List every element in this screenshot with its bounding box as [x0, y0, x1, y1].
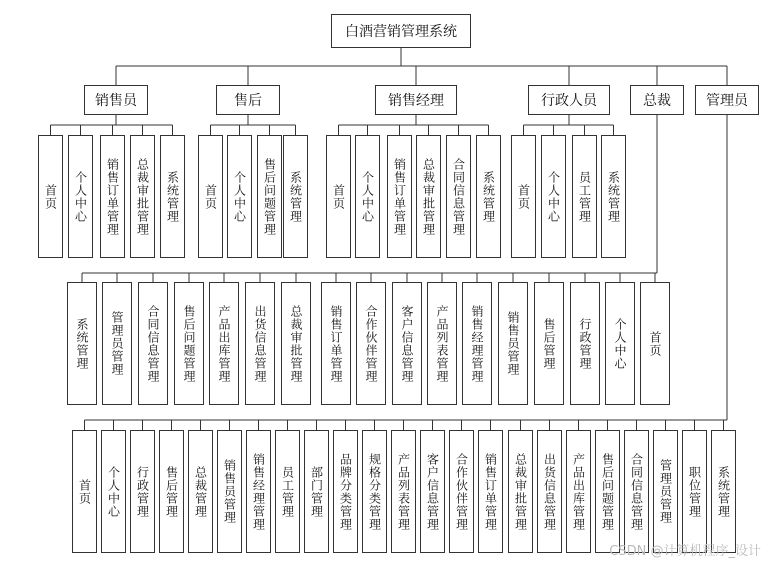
child-administrator-22: 系统管理: [711, 430, 736, 553]
child-administrator-13: 合作伙伴管理: [449, 430, 474, 553]
child-after-1: 个人中心: [227, 135, 252, 258]
group-after: 售后: [216, 85, 280, 115]
group-sales: 销售员: [84, 85, 148, 115]
child-ceo-16: 首页: [640, 282, 670, 405]
child-sales-4: 系统管理: [160, 135, 185, 258]
child-manager-2: 销售订单管理: [387, 135, 412, 258]
child-administrator-6: 销售经理管理: [246, 430, 271, 553]
child-administrator-1: 个人中心: [101, 430, 126, 553]
child-administrator-18: 售后问题管理: [595, 430, 620, 553]
group-ceo: 总裁: [630, 85, 684, 115]
child-manager-5: 系统管理: [476, 135, 501, 258]
child-administrator-2: 行政管理: [130, 430, 155, 553]
child-admin_staff-2: 员工管理: [572, 135, 597, 258]
child-administrator-17: 产品出库管理: [566, 430, 591, 553]
child-sales-1: 个人中心: [68, 135, 93, 258]
child-administrator-9: 品牌分类管理: [333, 430, 358, 553]
child-admin_staff-1: 个人中心: [541, 135, 566, 258]
child-administrator-16: 出货信息管理: [537, 430, 562, 553]
child-after-2: 售后问题管理: [257, 135, 282, 258]
child-ceo-2: 合同信息管理: [138, 282, 168, 405]
child-ceo-8: 合作伙伴管理: [356, 282, 386, 405]
child-ceo-15: 个人中心: [605, 282, 635, 405]
group-administrator: 管理员: [695, 85, 759, 115]
child-ceo-11: 销售经理管理: [462, 282, 492, 405]
child-ceo-6: 总裁审批管理: [281, 282, 311, 405]
child-ceo-14: 行政管理: [570, 282, 600, 405]
child-administrator-3: 售后管理: [159, 430, 184, 553]
root-box: 白酒营销管理系统: [331, 14, 471, 48]
child-administrator-14: 销售订单管理: [478, 430, 503, 553]
group-admin_staff: 行政人员: [528, 85, 610, 115]
child-after-0: 首页: [198, 135, 223, 258]
child-ceo-5: 出货信息管理: [245, 282, 275, 405]
child-ceo-4: 产品出库管理: [209, 282, 239, 405]
child-administrator-4: 总裁管理: [188, 430, 213, 553]
child-ceo-12: 销售员管理: [498, 282, 528, 405]
child-administrator-15: 总裁审批管理: [508, 430, 533, 553]
child-ceo-13: 售后管理: [534, 282, 564, 405]
child-manager-0: 首页: [326, 135, 351, 258]
child-ceo-9: 客户信息管理: [392, 282, 422, 405]
child-administrator-19: 合同信息管理: [624, 430, 649, 553]
child-administrator-7: 员工管理: [275, 430, 300, 553]
child-ceo-1: 管理员管理: [102, 282, 132, 405]
child-ceo-3: 售后问题管理: [174, 282, 204, 405]
child-sales-0: 首页: [38, 135, 63, 258]
child-admin_staff-0: 首页: [511, 135, 536, 258]
child-manager-1: 个人中心: [355, 135, 380, 258]
child-admin_staff-3: 系统管理: [601, 135, 626, 258]
child-manager-3: 总裁审批管理: [416, 135, 441, 258]
child-sales-3: 总裁审批管理: [130, 135, 155, 258]
child-ceo-7: 销售订单管理: [321, 282, 351, 405]
child-administrator-0: 首页: [72, 430, 97, 553]
child-ceo-10: 产品列表管理: [427, 282, 457, 405]
child-administrator-5: 销售员管理: [217, 430, 242, 553]
child-administrator-11: 产品列表管理: [391, 430, 416, 553]
child-administrator-21: 职位管理: [682, 430, 707, 553]
child-administrator-12: 客户信息管理: [420, 430, 445, 553]
child-administrator-20: 管理员管理: [653, 430, 678, 553]
watermark: CSDN @计算机程序_设计: [609, 544, 761, 559]
child-administrator-8: 部门管理: [304, 430, 329, 553]
child-ceo-0: 系统管理: [67, 282, 97, 405]
group-manager: 销售经理: [375, 85, 457, 115]
child-manager-4: 合同信息管理: [446, 135, 471, 258]
child-after-3: 系统管理: [283, 135, 308, 258]
child-administrator-10: 规格分类管理: [362, 430, 387, 553]
child-sales-2: 销售订单管理: [100, 135, 125, 258]
